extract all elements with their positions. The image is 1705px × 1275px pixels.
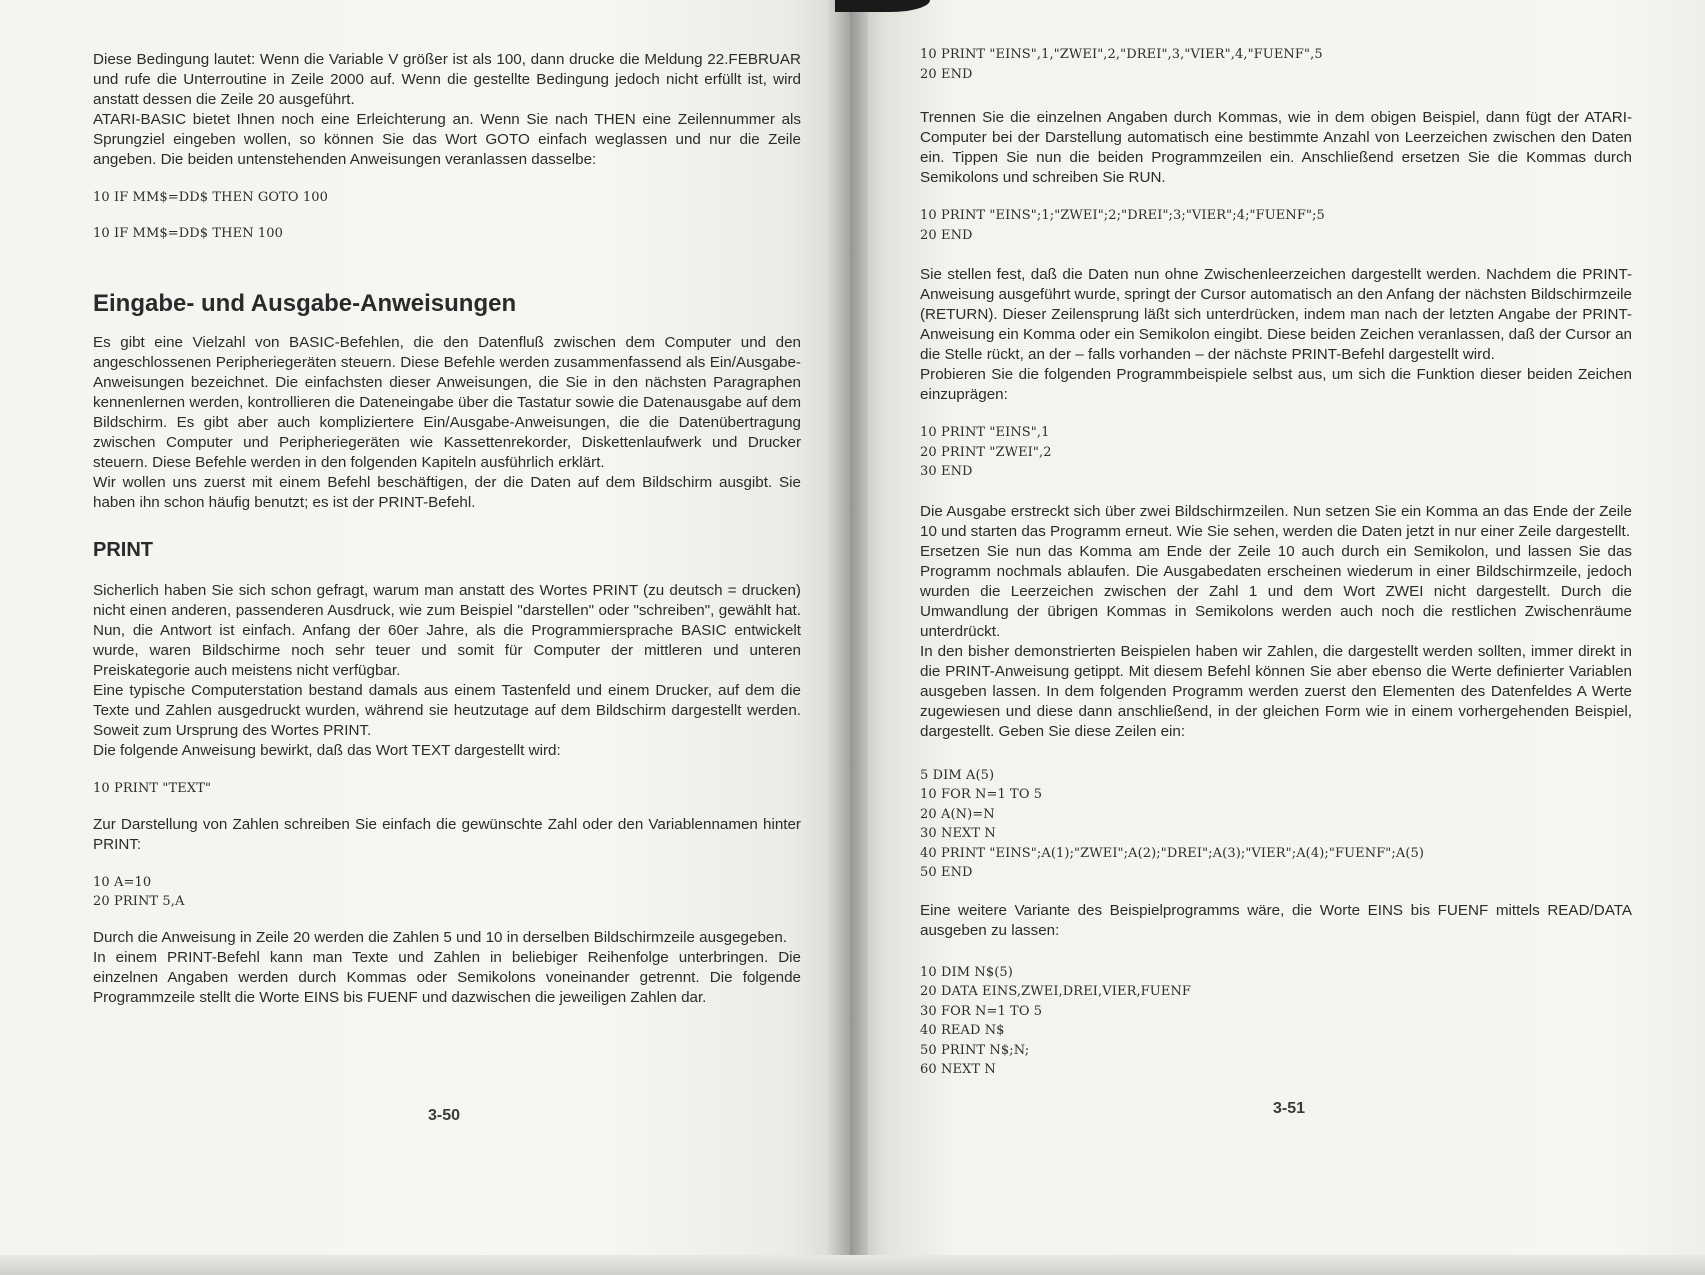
bottom-edge [0,1255,1705,1275]
paragraph-numbers: Zur Darstellung von Zahlen schreiben Sie einfach die gewünschte Zahl oder den Variablennamen hinter PRINT: [93,815,801,853]
paragraph-try: Probieren Sie die folgenden Programmbeispiele selbst aus, um sich die Funktion dieser beiden Zeichen einzuprägen: [920,366,1632,403]
paragraph-result: Sie stellen fest, daß die Daten nun ohne Zwischenleerzeichen dargestellt werden. Nachdem die PRINT-Anweisung ausgeführt wurde, springt der Cursor automatisch an den Anfang der nächsten Bildschirmzeile (RETURN). Dieser Zeilensprung läßt sich unterdrücken, indem man nach der letzten Angabe der PRINT-Anweisung ein Komma oder ein Semikolon eingibt. Diese beiden Zeichen veranlassen, daß der Cursor an die Stelle rückt, an der – falls vorhanden – der nächste PRINT-Befehl dargestellt wird. [920,266,1632,363]
paragraph-why-print: Sicherlich haben Sie sich schon gefragt, warum man anstatt des Wortes PRINT (zu deutsch = drucken) nicht einen anderen, passenderen Ausdruck, wie zum Beispiel "darstellen" oder "schreiben", gewählt hat. Nun, die Antwort ist einfach. Anfang der 60er Jahre, als die Programmiersprache BASIC entwickelt wurde, waren Bildschirme noch sehr teuer und somit für Computer der mittleren und unteren Preiskategorie auch meistens nicht verfügbar. [93,582,801,679]
paragraph-atari-basic: ATARI-BASIC bietet Ihnen noch eine Erleichterung an. Wenn Sie nach THEN eine Zeilennummer als Sprungziel eingeben wollen, so können Sie das Wort GOTO einfach weglassen und nur die Zeile angeben. Die beiden untenstehenden Anweisungen veranlassen dasselbe: [93,111,801,168]
heading-print: PRINT [93,539,153,561]
right-page-content [920,45,1632,1080]
code-if-goto: 10 IF MM$=DD$ THEN GOTO 100 [93,190,329,205]
paragraph-first-command: Wir wollen uns zuerst mit einem Befehl beschäftigen, der die Daten auf dem Bildschirm ausgibt. Sie haben ihn schon häufig benutzt; es ist der PRINT-Befehl. [93,474,801,511]
code-print-numbers: 10 A=10 20 PRINT 5,A [93,874,185,909]
paragraph-output: Die Ausgabe erstreckt sich über zwei Bildschirmzeilen. Nun setzen Sie ein Komma an das Ende der Zeile 10 und starten das Programm erneut. Wie Sie sehen, werden die Daten jetzt in nur einer Zeile dargestellt. [920,502,1632,540]
paragraph-line-20: Durch die Anweisung in Zeile 20 werden die Zahlen 5 und 10 in derselben Bildschirmzeile ausgegeben. [93,928,787,946]
paragraph-variables: In den bisher demonstrierten Beispielen haben wir Zahlen, die dargestellt werden sollten, immer direkt in die PRINT-Anweisung getippt. Mit diesem Befehl können Sie aber ebenso die Werte definierter Variablen ausgeben lassen. In dem folgenden Programm werden zuerst den Elementen des Datenfeldes A Werte zugewiesen und diese dann anschließend, in der gleichen Form wie in einem vorhergehenden Beispiel, dargestellt. Geben Sie diese Zeilen ein: [920,642,1632,740]
page-number-left: 3-50 [428,1107,461,1124]
code-print-text: 10 PRINT "TEXT" [93,781,212,796]
code-array: 5 DIM A(5) 10 FOR N=1 TO 5 20 A(N)=N 30 NEXT N 40 PRINT "EINS";A(1);"ZWEI";A(2);"DREI";A(3);"VIER";A(4);"FUENF";A(5) 50 END [920,767,1425,880]
code-if-then: 10 IF MM$=DD$ THEN 100 [93,225,284,241]
code-print-commas: 10 PRINT "EINS",1,"ZWEI",2,"DREI",3,"VIER",4,"FUENF",5 20 END [920,47,1323,82]
paragraph-io: Es gibt eine Vielzahl von BASIC-Befehlen, die den Datenfluß zwischen dem Computer und den angeschlossenen Peripheriegeräten steuern. Diese Befehle werden zusammenfassend als Ein/Ausgabe-Anweisungen bezeichnet. Die einfachsten dieser Anweisungen, die Sie in den nächsten Paragraphen kennenlernen werden, kontrollieren die Dateneingabe über die Tastatur sowie die Datenausgabe auf dem Bildschirm. Es gibt aber auch kompliziertere Ein/Ausgabe-Anweisungen, die die Datenübertragung zwischen Computer und Peripheriegeräten wie Kassettenrekorder, Diskettenlaufwerk und Drucker steuern. Diese Befehle werden in den folgenden Kapiteln ausführlich erklärt. [93,334,801,471]
paragraph-text-statement: Die folgende Anweisung bewirkt, daß das Wort TEXT dargestellt wird: [93,742,561,759]
paragraph-replace: Ersetzen Sie nun das Komma am Ende der Zeile 10 auch durch ein Semikolon, und lassen Sie das Programm nochmals ablaufen. Die Ausgabedaten erscheinen wiederum in einer Bildschirmzeile, jedoch wurden die Leerzeichen zwischen der Zahl 1 und dem Wort ZWEI nicht dargestellt. Durch die Umwandlung der übrigen Kommas in Semikolons werden auch noch die restlichen Zwischenräume unterdrückt. [920,542,1632,640]
paragraph-condition: Diese Bedingung lautet: Wenn die Variable V größer ist als 100, dann drucke die Meldung 22.FEBRUAR und rufe die Unterroutine in Zeile 2000 auf. Wenn die gestellte Bedingung jedoch nicht erfüllt ist, wird anstatt dessen die Zeile 20 ausgeführt. [93,51,801,108]
paragraph-computer-station: Eine typische Computerstation bestand damals aus einem Tastenfeld und einem Drucker, auf dem die Texte und Zahlen ausgedruckt wurden, während sie heutzutage auf dem Bildschirm dargestellt werden. Soweit zum Ursprung des Wortes PRINT. [93,682,801,739]
page-number-right: 3-51 [1273,1100,1306,1117]
heading-io-statements: Eingabe- und Ausgabe-Anweisungen [93,290,517,317]
code-two-lines: 10 PRINT "EINS",1 20 PRINT "ZWEI",2 30 END [920,425,1052,479]
left-page [0,0,850,1275]
left-page-content [93,50,801,1008]
paragraph-variant: Eine weitere Variante des Beispielprogramms wäre, die Worte EINS bis FUENF mittels READ/DATA ausgeben zu lassen: [920,901,1632,939]
code-read-data: 10 DIM N$(5) 20 DATA EINS,ZWEI,DREI,VIER,FUENF 30 FOR N=1 TO 5 40 READ N$ 50 PRINT N$;N; 60 NEXT N [920,964,1192,1077]
paragraph-commas: Trennen Sie die einzelnen Angaben durch Kommas, wie in dem obigen Beispiel, dann fügt der ATARI-Computer bei der Darstellung automatisch eine bestimmte Anzahl von Leerzeichen zwischen den Daten ein. Tippen Sie nun die beiden Programmzeilen ein. Anschließend ersetzen Sie die Kommas durch Semikolons und schreiben Sie RUN. [920,109,1632,186]
gutter-shadow [826,0,868,1275]
code-print-semicolons: 10 PRINT "EINS";1;"ZWEI";2;"DREI";3;"VIER";4;"FUENF";5 20 END [920,208,1325,243]
paragraph-order: In einem PRINT-Befehl kann man Texte und Zahlen in beliebiger Reihenfolge unterbringen. Die einzelnen Angaben werden durch Kommas oder Semikolons voneinander getrennt. Die folgende Programmzeile stellt die Worte EINS bis FUENF und dazwischen die jeweiligen Zahlen dar. [93,948,801,1006]
